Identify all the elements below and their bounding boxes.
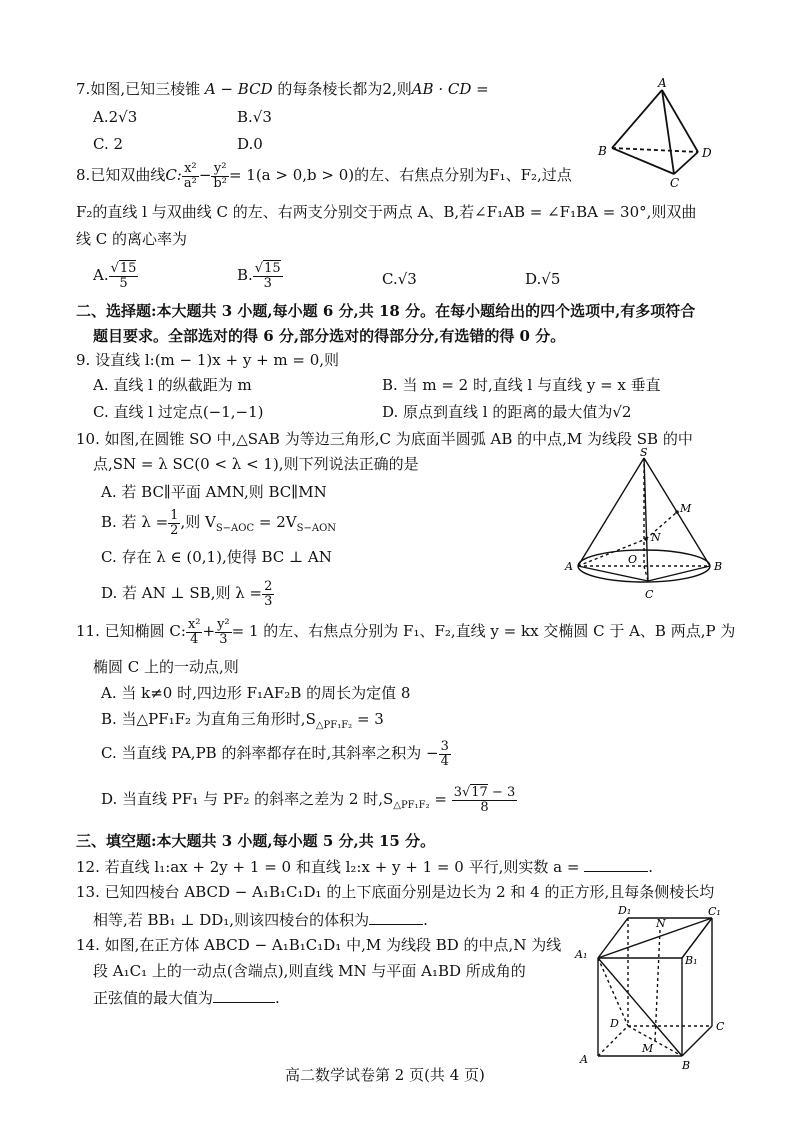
q10-label-o: O	[628, 553, 638, 566]
q14-line3: 正弦值的最大值为 .	[93, 989, 280, 1007]
q14-label-m: M	[642, 1042, 654, 1055]
q11-line1: 11. 已知椭圆 C: $\frac{\text{x²}}{4}$ + $\frac{\text{y²}}{3}$ = 1 的左、右焦点分别为 F₁、F₂,直线 y = kx 交椭圆 C 于 A、B 两点,P 为	[76, 617, 736, 647]
q7-label-b: B	[598, 144, 607, 158]
q11-option-a: A. 当 k≠0 时,四边形 F₁AF₂B 的周长为定值 8	[101, 684, 411, 702]
q12-stem: 12. 若直线 l₁:ax + 2y + 1 = 0 和直线 l₂:x + y + 1 = 0 平行,则实数 a = .	[76, 858, 653, 876]
q7-stem: 7.如图,已知三棱锥 A − BCD 的每条棱长都为2,则AB · CD =	[76, 80, 489, 98]
q14-label-n: N	[656, 917, 666, 930]
q14-label-a: A	[580, 1053, 588, 1066]
q7-tetrahedron-figure	[592, 76, 717, 194]
q8-stem: 8.已知双曲线C: $\frac{\text{x²}}{\text{a²}}$ − $\frac{\text{y²}}{\text{b²}}$ = 1(a > 0,b > 0)的左、右焦点分别为F₁、F₂,过点	[76, 161, 572, 191]
q10-option-a: A. 若 BC∥平面 AMN,则 BC∥MN	[101, 483, 327, 501]
q10-label-s: S	[640, 446, 648, 459]
q9-option-a: A. 直线 l 的纵截距为 m	[93, 376, 252, 394]
q10-line1: 10. 如图,在圆锥 SO 中,△SAB 为等边三角形,C 为底面半圆弧 AB 的中点,M 为线段 SB 的中	[76, 430, 693, 448]
q10-option-b: B. 若 λ = $\frac{1}{2}$ ,则 $V_{S-AOC} = 2V_{S-AON}$	[101, 508, 337, 538]
q10-label-b: B	[714, 560, 723, 573]
q7-label-a: A	[658, 76, 667, 90]
q11-option-d: D. 当直线 PF₁ 与 PF₂ 的斜率之差为 2 时$,S_{\triangle PF_1F_2}$ = $\frac{3√17 - 3}{8}$	[101, 785, 516, 815]
q14-label-c1: C₁	[708, 905, 721, 918]
q10-line2: 点,SN = λ SC(0 < λ < 1),则下列说法正确的是	[93, 455, 419, 473]
q14-cube-figure	[570, 902, 730, 1074]
q13-line1: 13. 已知四棱台 ABCD − A₁B₁C₁D₁ 的上下底面分别是边长为 2 和 4 的正方形,且每条侧棱长均	[76, 883, 715, 901]
section2-instructions: 题目要求。全部选对的得 6 分,部分选对的得部分分,有选错的得 0 分。	[93, 327, 566, 345]
q7-label-d: D	[702, 146, 712, 160]
q10-option-d: D. 若 AN ⊥ SB,则 λ = $\frac{2}{3}$	[101, 579, 273, 609]
q8-option-d: D.√5	[525, 270, 561, 288]
q7-option-c: C. 2	[93, 135, 124, 153]
q9-option-b: B. 当 m = 2 时,直线 l 与直线 y = x 垂直	[382, 376, 661, 394]
q7-option-d: D.0	[237, 135, 263, 153]
q14-line2: 段 A₁C₁ 上的一动点(含端点),则直线 MN 与平面 A₁BD 所成角的	[93, 962, 526, 980]
q10-label-c: C	[645, 588, 654, 601]
q7-option-b: B.√3	[237, 108, 272, 126]
q9-option-d: D. 原点到直线 l 的距离的最大值为√2	[382, 403, 632, 421]
q14-label-b: B	[682, 1059, 691, 1072]
q14-label-d: D	[610, 1017, 619, 1030]
section3-heading: 三、填空题:本大题共 3 小题,每小题 5 分,共 15 分。	[76, 832, 436, 850]
q11-line2: 椭圆 C 上的一动点,则	[93, 658, 239, 676]
q14-label-a1: A₁	[575, 948, 588, 961]
page-footer: 高二数学试卷第 2 页(共 4 页)	[285, 1066, 485, 1084]
q10-option-c: C. 存在 λ ∈ (0,1),使得 BC ⊥ AN	[101, 548, 332, 566]
q9-option-c: C. 直线 l 过定点(−1,−1)	[93, 403, 264, 421]
q13-answer-blank[interactable]	[369, 910, 423, 925]
q11-option-b: B. 当△PF₁F₂ 为直角三角形时$,S_{\triangle PF_1F_2} = 3$	[101, 710, 384, 731]
q8-line2: F₂的直线 l 与双曲线 C 的左、右两支分别交于两点 A、B,若∠F₁AB = ∠F₁BA = 30°,则双曲	[76, 203, 697, 221]
q10-cone-figure	[560, 446, 723, 608]
q14-label-d1: D₁	[618, 904, 632, 917]
q8-option-c: C.√3	[382, 270, 417, 288]
q8-line3: 线 C 的离心率为	[76, 230, 188, 248]
q12-answer-blank[interactable]	[584, 857, 648, 872]
q10-label-a: A	[565, 560, 573, 573]
q7-label-c: C	[670, 176, 680, 190]
q11-option-c: C. 当直线 PA,PB 的斜率都存在时,其斜率之积为 − $\frac{3}{4}$	[101, 739, 449, 769]
q7-option-a: A.2√3	[93, 108, 138, 126]
q14-answer-blank[interactable]	[213, 988, 275, 1003]
q8-option-b: B. $\frac{√15}{3}$	[237, 261, 281, 291]
q14-line1: 14. 如图,在正方体 ABCD − A₁B₁C₁D₁ 中,M 为线段 BD 的中点,N 为线	[76, 936, 562, 954]
q10-label-n: N	[651, 531, 661, 544]
q14-label-b1: B₁	[685, 954, 698, 967]
section2-heading: 二、选择题:本大题共 3 小题,每小题 6 分,共 18 分。在每小题给出的四个选项中,有多项符合	[76, 302, 696, 320]
q10-label-m: M	[680, 502, 692, 515]
q9-stem: 9. 设直线 l:(m − 1)x + y + m = 0,则	[76, 351, 340, 369]
q13-line2: 相等,若 BB₁ ⊥ DD₁,则该四棱台的体积为 .	[93, 911, 428, 929]
q8-option-a: A. $\frac{√15}{5}$	[93, 261, 137, 291]
q14-label-c: C	[716, 1020, 725, 1033]
